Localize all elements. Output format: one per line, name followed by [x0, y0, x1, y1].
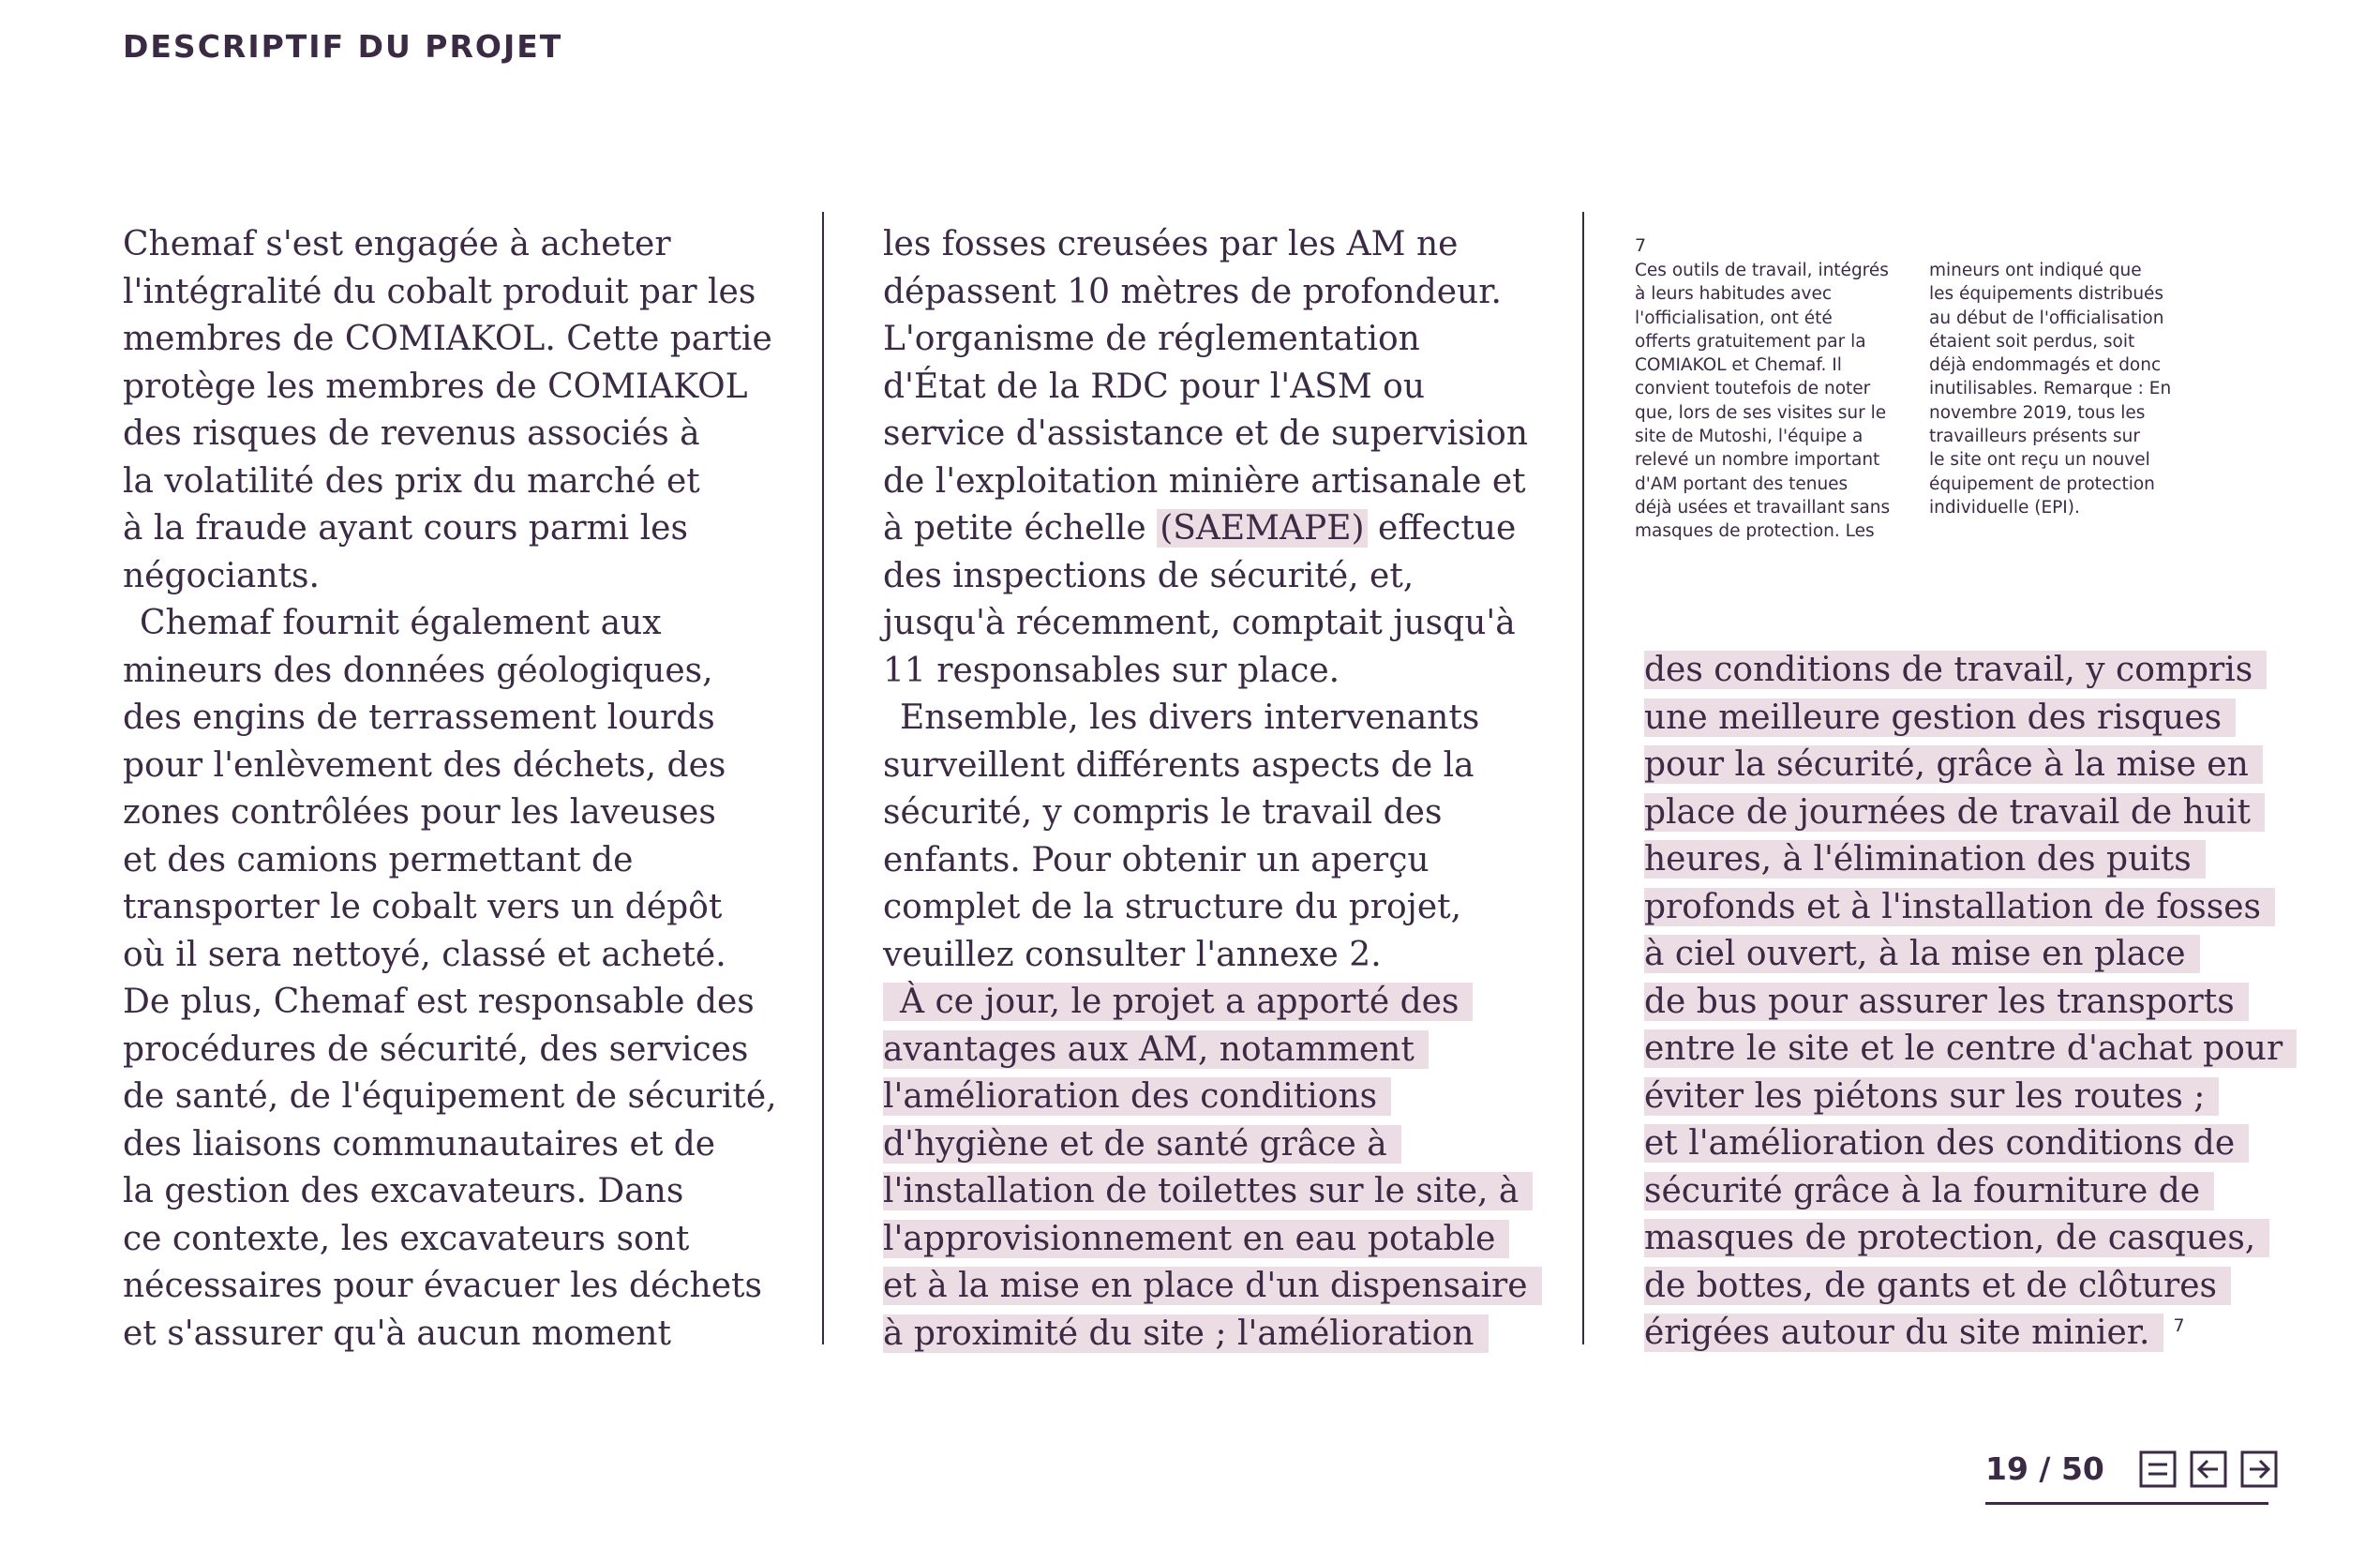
- footnote: [1635, 236, 2188, 544]
- arrow-right-icon: [2240, 1450, 2278, 1488]
- highlighted-text: sécurité grâce à la fourniture de: [1644, 1172, 2214, 1210]
- text-line: jusqu'à récemment, comptait jusqu'à: [883, 604, 1516, 642]
- page-navigation: [1985, 1446, 2268, 1505]
- text-line: pour l'enlèvement des déchets, des: [123, 745, 726, 785]
- column-divider: [822, 212, 824, 1344]
- highlighted-text: à proximité du site ; l'amélioration: [883, 1314, 1489, 1353]
- text-line: surveillent différents aspects de la: [883, 745, 1474, 785]
- footnote-line: mineurs ont indiqué que: [1929, 261, 2142, 280]
- text-line: Ensemble, les divers intervenants: [900, 698, 1480, 737]
- text-line: à la fraude ayant cours parmi les: [123, 509, 688, 548]
- highlighted-text: à ciel ouvert, à la mise en place: [1644, 935, 2200, 973]
- footnote-line: le site ont reçu un nouvel: [1929, 450, 2150, 471]
- footnote-line: relevé un nombre important: [1635, 450, 1880, 471]
- highlighted-text: pour la sécurité, grâce à la mise en: [1644, 745, 2263, 784]
- footnote-line: travailleurs présents sur: [1929, 427, 2140, 447]
- text-line: de santé, de l'équipement de sécurité,: [123, 1077, 777, 1116]
- text-line: des inspections de sécurité, et,: [883, 556, 1415, 595]
- text-line: L'organisme de réglementation: [883, 320, 1420, 358]
- text-line: ce contexte, les excavateurs sont: [123, 1219, 690, 1258]
- text-line: dépassent 10 mètres de profondeur.: [883, 272, 1502, 311]
- footnote-line: équipement de protection: [1929, 473, 2155, 494]
- highlighted-text: entre le site et le centre d'achat pour: [1644, 1029, 2297, 1068]
- footnote-line: déjà endommagés et donc: [1929, 355, 2162, 376]
- footnote-line: à leurs habitudes avec: [1635, 284, 1832, 305]
- text-line: 11 responsables sur place.: [883, 651, 1340, 690]
- highlighted-line: [1644, 647, 2338, 695]
- text-line: et des camions permettant de: [123, 840, 634, 879]
- text-line: des liaisons communautaires et de: [123, 1124, 716, 1164]
- text-line: enfants. Pour obtenir un aperçu: [883, 840, 1429, 879]
- highlighted-line: [883, 1027, 1577, 1074]
- text-line: négociants.: [123, 556, 320, 595]
- text-line: mineurs des données géologiques,: [123, 651, 713, 690]
- highlighted-line: [883, 1121, 1577, 1169]
- highlighted-line: [883, 1311, 1577, 1359]
- footnote-line: étaient soit perdus, soit: [1929, 331, 2135, 352]
- text-line: de l'exploitation minière artisanale et: [883, 461, 1526, 501]
- menu-button[interactable]: [2139, 1450, 2177, 1488]
- text-line: De plus, Chemaf est responsable des: [123, 983, 755, 1021]
- next-page-button[interactable]: [2240, 1450, 2278, 1488]
- highlighted-line: [1644, 1263, 2338, 1311]
- highlighted-line: [883, 1263, 1577, 1311]
- text-line: Chemaf fournit également aux: [140, 604, 662, 642]
- highlighted-text: d'hygiène et de santé grâce à: [883, 1125, 1401, 1164]
- highlighted-text: l'approvisionnement en eau potable: [883, 1220, 1509, 1258]
- text-line: la volatilité des prix du marché et: [123, 461, 700, 501]
- footnote-line: inutilisables. Remarque : En: [1929, 379, 2172, 399]
- text-line: sécurité, y compris le travail des: [883, 793, 1443, 832]
- text-column-2: [883, 221, 1577, 1358]
- highlighted-line: [1644, 884, 2338, 932]
- highlighted-text: éviter les piétons sur les routes ;: [1644, 1077, 2219, 1116]
- highlighted-line: [883, 1074, 1577, 1121]
- text-line: zones contrôlées pour les laveuses: [123, 793, 716, 832]
- highlighted-line: [883, 1216, 1577, 1264]
- text-column-1: [123, 221, 816, 1358]
- text-line: d'État de la RDC pour l'ASM ou: [883, 367, 1426, 406]
- highlighted-line: [1644, 1168, 2338, 1216]
- text-line: où il sera nettoyé, classé et acheté.: [123, 935, 726, 974]
- footnote-column-left: [1635, 259, 1894, 544]
- text-line: complet de la structure du projet,: [883, 888, 1462, 926]
- text-line: la gestion des excavateurs. Dans: [123, 1172, 684, 1210]
- arrow-left-icon: [2190, 1450, 2227, 1488]
- text-fragment: effectue: [1367, 509, 1517, 548]
- highlighted-text: place de journées de travail de huit: [1644, 793, 2265, 832]
- footnote-line: novembre 2019, tous les: [1929, 402, 2146, 423]
- highlighted-line: [1644, 979, 2338, 1027]
- highlighted-line: [883, 1168, 1577, 1216]
- footnote-line: COMIAKOL et Chemaf. Il: [1635, 355, 1842, 376]
- footnote-columns: [1635, 259, 2188, 544]
- highlighted-line: [1644, 742, 2338, 789]
- text-line: service d'assistance et de supervision: [883, 414, 1529, 453]
- highlighted-text: avantages aux AM, notamment: [883, 1030, 1429, 1069]
- text-line: veuillez consulter l'annexe 2.: [883, 935, 1382, 974]
- footnote-line: l'officialisation, ont été: [1635, 308, 1833, 328]
- highlighted-line: [1644, 695, 2338, 743]
- footnote-line: offerts gratuitement par la: [1635, 331, 1866, 352]
- highlighted-text: des conditions de travail, y compris: [1644, 651, 2267, 689]
- highlighted-text: érigées autour du site minier.: [1644, 1314, 2163, 1352]
- text-column-3: [1644, 647, 2338, 1358]
- text-line: et s'assurer qu'à aucun moment: [123, 1314, 671, 1353]
- footnote-line: convient toutefois de noter: [1635, 379, 1871, 399]
- highlighted-text: l'amélioration des conditions: [883, 1077, 1391, 1116]
- highlighted-line: [1644, 1215, 2338, 1263]
- text-line: l'intégralité du cobalt produit par les: [123, 272, 756, 311]
- highlighted-line: [1644, 1074, 2338, 1121]
- text-line: procédures de sécurité, des services: [123, 1029, 749, 1069]
- highlighted-line: [1644, 1026, 2338, 1074]
- footnote-line: site de Mutoshi, l'équipe a: [1635, 427, 1864, 447]
- footnote-column-right: [1929, 259, 2188, 544]
- highlighted-text: heures, à l'élimination des puits: [1644, 840, 2206, 879]
- highlighted-text: masques de protection, de casques,: [1644, 1219, 2269, 1257]
- highlighted-line: [1644, 931, 2338, 979]
- highlighted-text: une meilleure gestion des risques: [1644, 698, 2236, 737]
- highlighted-text: l'installation de toilettes sur le site, à: [883, 1172, 1533, 1210]
- acronym-highlight: (SAEMAPE): [1157, 509, 1367, 548]
- text-line: Chemaf s'est engagée à acheter: [123, 225, 671, 263]
- footnote-line: Ces outils de travail, intégrés: [1635, 261, 1889, 280]
- footnote-line: les équipements distribués: [1929, 284, 2164, 305]
- text-line: protège les membres de COMIAKOL: [123, 367, 748, 406]
- highlighted-text: de bus pour assurer les transports: [1644, 983, 2249, 1021]
- highlighted-text: de bottes, de gants et de clôtures: [1644, 1267, 2231, 1305]
- text-fragment: à petite échelle: [883, 509, 1158, 548]
- text-line: des risques de revenus associés à: [123, 414, 700, 453]
- highlighted-line: [1644, 836, 2338, 884]
- text-line: [883, 505, 1577, 553]
- footnote-line: déjà usées et travaillant sans: [1635, 497, 1891, 518]
- footnote-number: 7: [1635, 235, 1647, 256]
- highlighted-text: profonds et à l'installation de fosses: [1644, 888, 2275, 926]
- text-line: nécessaires pour évacuer les déchets: [123, 1267, 762, 1305]
- highlighted-line: [1644, 1120, 2338, 1168]
- text-line: membres de COMIAKOL. Cette partie: [123, 320, 772, 358]
- highlighted-text: À ce jour, le projet a apporté des: [883, 983, 1473, 1021]
- previous-page-button[interactable]: [2190, 1450, 2227, 1488]
- footnote-line: au début de l'officialisation: [1929, 308, 2164, 328]
- column-divider: [1582, 212, 1584, 1344]
- highlighted-line: [1644, 1310, 2338, 1358]
- text-line: les fosses creusées par les AM ne: [883, 225, 1459, 263]
- text-line: des engins de terrassement lourds: [123, 698, 715, 737]
- footnote-line: que, lors de ses visites sur le: [1635, 402, 1887, 423]
- menu-icon: [2139, 1450, 2177, 1488]
- footnote-reference[interactable]: 7: [2173, 1315, 2185, 1336]
- section-title: DESCRIPTIF DU PROJET: [123, 28, 563, 65]
- highlighted-line: [1644, 789, 2338, 837]
- text-line: transporter le cobalt vers un dépôt: [123, 888, 723, 926]
- footnote-line: individuelle (EPI).: [1929, 497, 2080, 518]
- highlighted-text: et à la mise en place d'un dispensaire: [883, 1267, 1542, 1305]
- highlighted-line: [883, 979, 1577, 1027]
- footnote-line: masques de protection. Les: [1635, 521, 1875, 542]
- footnote-line: d'AM portant des tenues: [1635, 473, 1849, 494]
- highlighted-text: et l'amélioration des conditions de: [1644, 1124, 2249, 1163]
- page-counter: 19 / 50: [1985, 1450, 2104, 1487]
